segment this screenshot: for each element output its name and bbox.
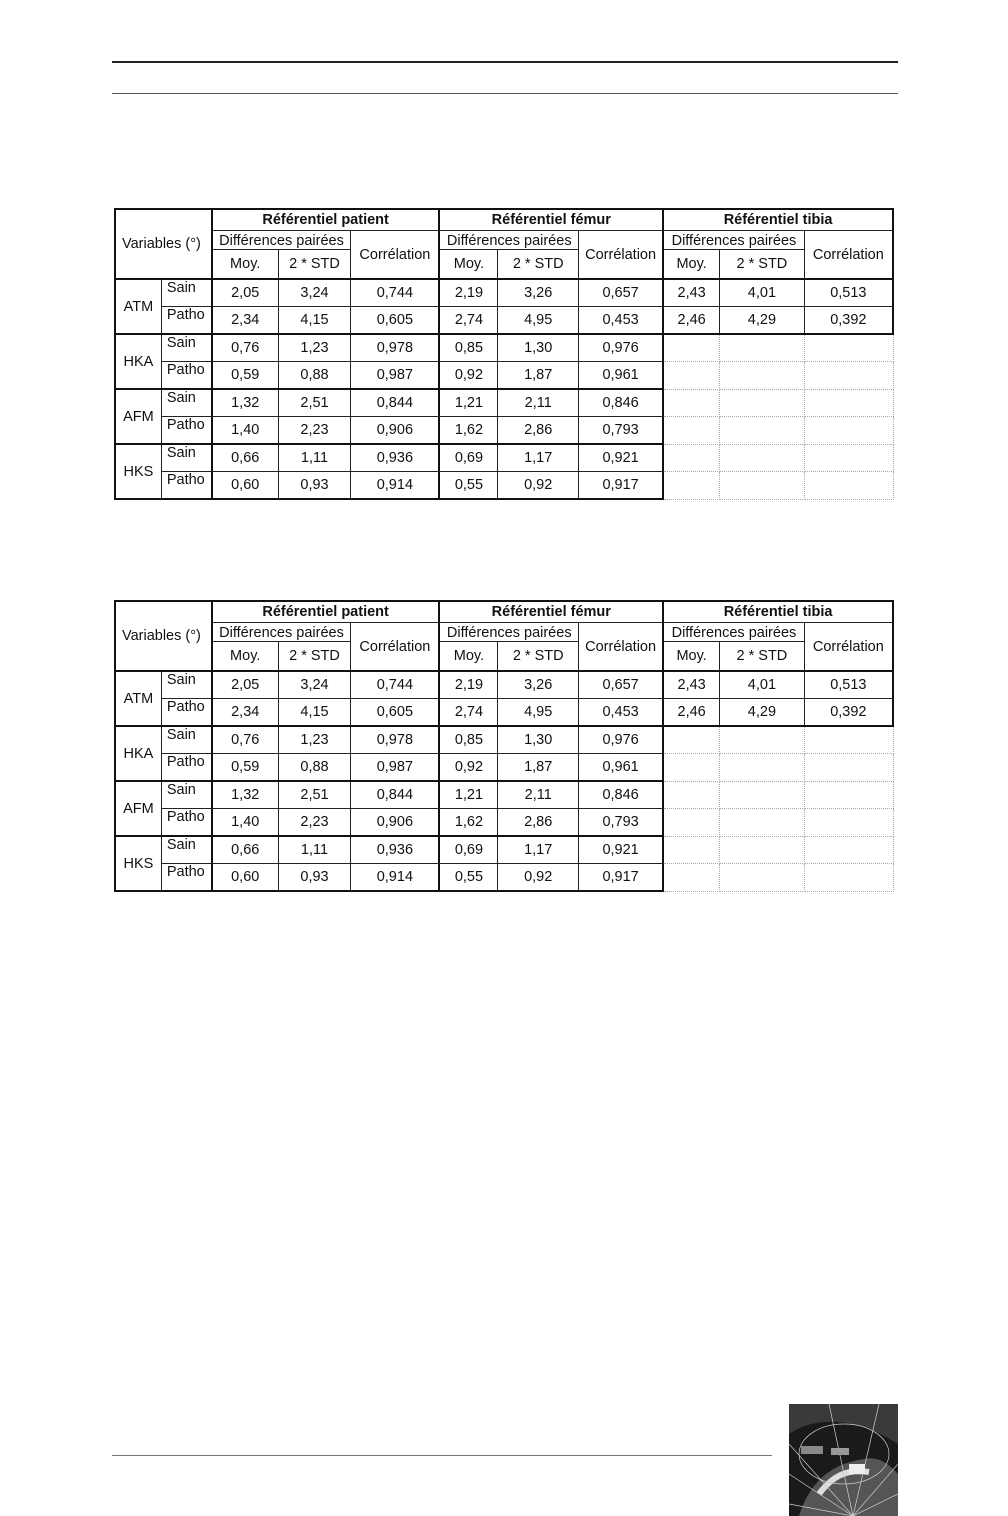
diff-header: Différences pairées bbox=[439, 623, 578, 642]
value-cell: 2,05 bbox=[212, 279, 279, 307]
value-cell: 0,69 bbox=[439, 444, 497, 472]
empty-cell bbox=[804, 754, 893, 782]
table-row bbox=[115, 864, 893, 892]
value-cell: 2,86 bbox=[498, 417, 579, 445]
subgroup-label: Sain bbox=[161, 671, 211, 699]
value-cell: 2,86 bbox=[498, 809, 579, 837]
empty-cell bbox=[720, 864, 805, 892]
value-cell: 0,59 bbox=[212, 754, 279, 782]
subgroup-label: Patho bbox=[161, 417, 211, 445]
value-cell: 1,21 bbox=[439, 389, 497, 417]
empty-cell bbox=[663, 836, 719, 864]
value-cell: 0,605 bbox=[351, 307, 440, 335]
empty-cell bbox=[720, 754, 805, 782]
group-header: Référentiel patient bbox=[212, 601, 440, 623]
value-cell: 3,26 bbox=[498, 279, 579, 307]
empty-cell bbox=[804, 472, 893, 500]
correlation-header: Corrélation bbox=[579, 623, 664, 672]
moy-header: Moy. bbox=[439, 642, 497, 672]
table-row bbox=[115, 754, 893, 782]
value-cell: 2,19 bbox=[439, 671, 497, 699]
value-cell: 0,513 bbox=[804, 671, 893, 699]
moy-header: Moy. bbox=[663, 250, 719, 280]
value-cell: 0,55 bbox=[439, 472, 497, 500]
value-cell: 0,906 bbox=[351, 809, 440, 837]
empty-cell bbox=[720, 444, 805, 472]
empty-cell bbox=[720, 726, 805, 754]
value-cell: 0,961 bbox=[579, 362, 664, 390]
subgroup-label: Sain bbox=[161, 836, 211, 864]
value-cell: 1,87 bbox=[498, 362, 579, 390]
value-cell: 0,844 bbox=[351, 781, 440, 809]
value-cell: 2,46 bbox=[663, 699, 719, 727]
diff-header: Différences pairées bbox=[212, 623, 351, 642]
value-cell: 0,657 bbox=[579, 279, 664, 307]
value-cell: 0,793 bbox=[579, 809, 664, 837]
empty-cell bbox=[804, 781, 893, 809]
value-cell: 1,17 bbox=[498, 836, 579, 864]
value-cell: 0,93 bbox=[278, 864, 351, 892]
value-cell: 0,66 bbox=[212, 836, 279, 864]
empty-cell bbox=[663, 417, 719, 445]
value-cell: 1,62 bbox=[439, 417, 497, 445]
value-cell: 3,24 bbox=[278, 279, 351, 307]
std-header: 2 * STD bbox=[498, 642, 579, 672]
empty-cell bbox=[663, 334, 719, 362]
empty-cell bbox=[663, 362, 719, 390]
empty-cell bbox=[804, 836, 893, 864]
value-cell: 0,921 bbox=[579, 444, 664, 472]
subgroup-label: Sain bbox=[161, 444, 211, 472]
empty-cell bbox=[663, 809, 719, 837]
value-cell: 4,15 bbox=[278, 699, 351, 727]
value-cell: 3,26 bbox=[498, 671, 579, 699]
empty-cell bbox=[663, 781, 719, 809]
empty-cell bbox=[804, 726, 893, 754]
value-cell: 0,59 bbox=[212, 362, 279, 390]
value-cell: 2,19 bbox=[439, 279, 497, 307]
std-header: 2 * STD bbox=[278, 642, 351, 672]
subgroup-label: Patho bbox=[161, 754, 211, 782]
table-row bbox=[115, 444, 893, 472]
group-header: Référentiel patient bbox=[212, 209, 440, 231]
empty-cell bbox=[663, 444, 719, 472]
value-cell: 0,66 bbox=[212, 444, 279, 472]
empty-cell bbox=[663, 754, 719, 782]
diff-header: Différences pairées bbox=[439, 231, 578, 250]
value-cell: 2,05 bbox=[212, 671, 279, 699]
value-cell: 0,744 bbox=[351, 279, 440, 307]
value-cell: 0,978 bbox=[351, 726, 440, 754]
value-cell: 1,32 bbox=[212, 781, 279, 809]
value-cell: 0,744 bbox=[351, 671, 440, 699]
diff-header: Différences pairées bbox=[663, 623, 804, 642]
empty-cell bbox=[720, 389, 805, 417]
value-cell: 0,793 bbox=[579, 417, 664, 445]
variable-name: HKS bbox=[115, 444, 161, 499]
empty-cell bbox=[804, 864, 893, 892]
subgroup-label: Sain bbox=[161, 781, 211, 809]
value-cell: 4,15 bbox=[278, 307, 351, 335]
empty-cell bbox=[720, 417, 805, 445]
variable-name: HKA bbox=[115, 726, 161, 781]
variable-name: AFM bbox=[115, 781, 161, 836]
value-cell: 0,976 bbox=[579, 334, 664, 362]
correlation-header: Corrélation bbox=[579, 231, 664, 280]
table-row bbox=[115, 362, 893, 390]
value-cell: 0,987 bbox=[351, 362, 440, 390]
correlation-header: Corrélation bbox=[351, 231, 440, 280]
moy-header: Moy. bbox=[212, 250, 279, 280]
variables-header: Variables (°) bbox=[115, 209, 212, 279]
subgroup-label: Sain bbox=[161, 334, 211, 362]
results-table-1 bbox=[114, 208, 894, 500]
value-cell: 1,62 bbox=[439, 809, 497, 837]
value-cell: 1,30 bbox=[498, 334, 579, 362]
empty-cell bbox=[663, 472, 719, 500]
value-cell: 0,93 bbox=[278, 472, 351, 500]
std-header: 2 * STD bbox=[720, 250, 805, 280]
table-row bbox=[115, 389, 893, 417]
value-cell: 2,43 bbox=[663, 671, 719, 699]
table-row bbox=[115, 809, 893, 837]
value-cell: 0,76 bbox=[212, 334, 279, 362]
value-cell: 0,88 bbox=[278, 362, 351, 390]
value-cell: 2,51 bbox=[278, 389, 351, 417]
value-cell: 4,95 bbox=[498, 699, 579, 727]
subgroup-label: Sain bbox=[161, 726, 211, 754]
moy-header: Moy. bbox=[212, 642, 279, 672]
group-header: Référentiel tibia bbox=[663, 209, 893, 231]
correlation-header: Corrélation bbox=[804, 623, 893, 672]
empty-cell bbox=[804, 809, 893, 837]
diff-header: Différences pairées bbox=[663, 231, 804, 250]
variable-name: HKS bbox=[115, 836, 161, 891]
table-row bbox=[115, 671, 893, 699]
value-cell: 4,29 bbox=[720, 699, 805, 727]
subgroup-label: Patho bbox=[161, 809, 211, 837]
value-cell: 3,24 bbox=[278, 671, 351, 699]
variable-name: AFM bbox=[115, 389, 161, 444]
value-cell: 1,30 bbox=[498, 726, 579, 754]
value-cell: 2,11 bbox=[498, 389, 579, 417]
value-cell: 1,17 bbox=[498, 444, 579, 472]
subgroup-label: Patho bbox=[161, 307, 211, 335]
value-cell: 2,51 bbox=[278, 781, 351, 809]
empty-cell bbox=[804, 444, 893, 472]
value-cell: 0,92 bbox=[439, 754, 497, 782]
correlation-header: Corrélation bbox=[804, 231, 893, 280]
group-header: Référentiel fémur bbox=[439, 209, 663, 231]
variable-name: HKA bbox=[115, 334, 161, 389]
value-cell: 0,60 bbox=[212, 472, 279, 500]
variables-header: Variables (°) bbox=[115, 601, 212, 671]
value-cell: 0,76 bbox=[212, 726, 279, 754]
results-table-2 bbox=[114, 600, 894, 892]
value-cell: 0,88 bbox=[278, 754, 351, 782]
empty-cell bbox=[804, 362, 893, 390]
value-cell: 1,21 bbox=[439, 781, 497, 809]
empty-cell bbox=[720, 472, 805, 500]
logo-graphic bbox=[789, 1404, 898, 1516]
empty-cell bbox=[663, 864, 719, 892]
value-cell: 2,23 bbox=[278, 417, 351, 445]
value-cell: 0,844 bbox=[351, 389, 440, 417]
value-cell: 2,74 bbox=[439, 699, 497, 727]
value-cell: 2,46 bbox=[663, 307, 719, 335]
header-rule-thin bbox=[112, 93, 898, 94]
variable-name: ATM bbox=[115, 279, 161, 334]
journal-logo-icon bbox=[789, 1404, 898, 1516]
empty-cell bbox=[663, 389, 719, 417]
table-row bbox=[115, 417, 893, 445]
value-cell: 1,32 bbox=[212, 389, 279, 417]
empty-cell bbox=[720, 836, 805, 864]
subgroup-label: Patho bbox=[161, 362, 211, 390]
value-cell: 0,605 bbox=[351, 699, 440, 727]
table-row bbox=[115, 334, 893, 362]
table-row bbox=[115, 699, 893, 727]
value-cell: 0,69 bbox=[439, 836, 497, 864]
table-row bbox=[115, 726, 893, 754]
moy-header: Moy. bbox=[439, 250, 497, 280]
subgroup-label: Sain bbox=[161, 389, 211, 417]
std-header: 2 * STD bbox=[498, 250, 579, 280]
group-header: Référentiel tibia bbox=[663, 601, 893, 623]
empty-cell bbox=[804, 334, 893, 362]
value-cell: 0,914 bbox=[351, 472, 440, 500]
std-header: 2 * STD bbox=[720, 642, 805, 672]
table-row bbox=[115, 472, 893, 500]
group-header: Référentiel fémur bbox=[439, 601, 663, 623]
value-cell: 2,74 bbox=[439, 307, 497, 335]
value-cell: 0,392 bbox=[804, 307, 893, 335]
value-cell: 0,85 bbox=[439, 726, 497, 754]
value-cell: 2,23 bbox=[278, 809, 351, 837]
table-row bbox=[115, 781, 893, 809]
value-cell: 4,01 bbox=[720, 671, 805, 699]
value-cell: 0,92 bbox=[498, 472, 579, 500]
header-rule-thick bbox=[112, 61, 898, 63]
value-cell: 0,978 bbox=[351, 334, 440, 362]
value-cell: 2,34 bbox=[212, 307, 279, 335]
value-cell: 0,657 bbox=[579, 671, 664, 699]
subgroup-label: Patho bbox=[161, 472, 211, 500]
value-cell: 2,11 bbox=[498, 781, 579, 809]
value-cell: 0,453 bbox=[579, 699, 664, 727]
empty-cell bbox=[720, 334, 805, 362]
value-cell: 0,55 bbox=[439, 864, 497, 892]
value-cell: 1,11 bbox=[278, 836, 351, 864]
std-header: 2 * STD bbox=[278, 250, 351, 280]
footer-rule bbox=[112, 1455, 772, 1456]
value-cell: 1,23 bbox=[278, 726, 351, 754]
value-cell: 0,906 bbox=[351, 417, 440, 445]
value-cell: 0,936 bbox=[351, 836, 440, 864]
diff-header: Différences pairées bbox=[212, 231, 351, 250]
value-cell: 0,921 bbox=[579, 836, 664, 864]
variable-name: ATM bbox=[115, 671, 161, 726]
value-cell: 1,40 bbox=[212, 809, 279, 837]
empty-cell bbox=[804, 389, 893, 417]
value-cell: 0,936 bbox=[351, 444, 440, 472]
value-cell: 0,92 bbox=[439, 362, 497, 390]
moy-header: Moy. bbox=[663, 642, 719, 672]
value-cell: 0,846 bbox=[579, 781, 664, 809]
value-cell: 0,914 bbox=[351, 864, 440, 892]
value-cell: 4,95 bbox=[498, 307, 579, 335]
value-cell: 0,92 bbox=[498, 864, 579, 892]
value-cell: 4,01 bbox=[720, 279, 805, 307]
value-cell: 0,846 bbox=[579, 389, 664, 417]
value-cell: 0,453 bbox=[579, 307, 664, 335]
value-cell: 0,60 bbox=[212, 864, 279, 892]
value-cell: 0,392 bbox=[804, 699, 893, 727]
value-cell: 0,917 bbox=[579, 864, 664, 892]
subgroup-label: Patho bbox=[161, 699, 211, 727]
value-cell: 2,34 bbox=[212, 699, 279, 727]
subgroup-label: Sain bbox=[161, 279, 211, 307]
value-cell: 0,987 bbox=[351, 754, 440, 782]
value-cell: 0,976 bbox=[579, 726, 664, 754]
empty-cell bbox=[720, 781, 805, 809]
value-cell: 0,513 bbox=[804, 279, 893, 307]
value-cell: 2,43 bbox=[663, 279, 719, 307]
empty-cell bbox=[720, 809, 805, 837]
value-cell: 0,85 bbox=[439, 334, 497, 362]
value-cell: 1,23 bbox=[278, 334, 351, 362]
value-cell: 0,917 bbox=[579, 472, 664, 500]
table-row bbox=[115, 307, 893, 335]
value-cell: 1,11 bbox=[278, 444, 351, 472]
value-cell: 4,29 bbox=[720, 307, 805, 335]
table-row bbox=[115, 836, 893, 864]
value-cell: 1,87 bbox=[498, 754, 579, 782]
subgroup-label: Patho bbox=[161, 864, 211, 892]
empty-cell bbox=[804, 417, 893, 445]
empty-cell bbox=[663, 726, 719, 754]
table-row bbox=[115, 279, 893, 307]
value-cell: 0,961 bbox=[579, 754, 664, 782]
value-cell: 1,40 bbox=[212, 417, 279, 445]
correlation-header: Corrélation bbox=[351, 623, 440, 672]
empty-cell bbox=[720, 362, 805, 390]
